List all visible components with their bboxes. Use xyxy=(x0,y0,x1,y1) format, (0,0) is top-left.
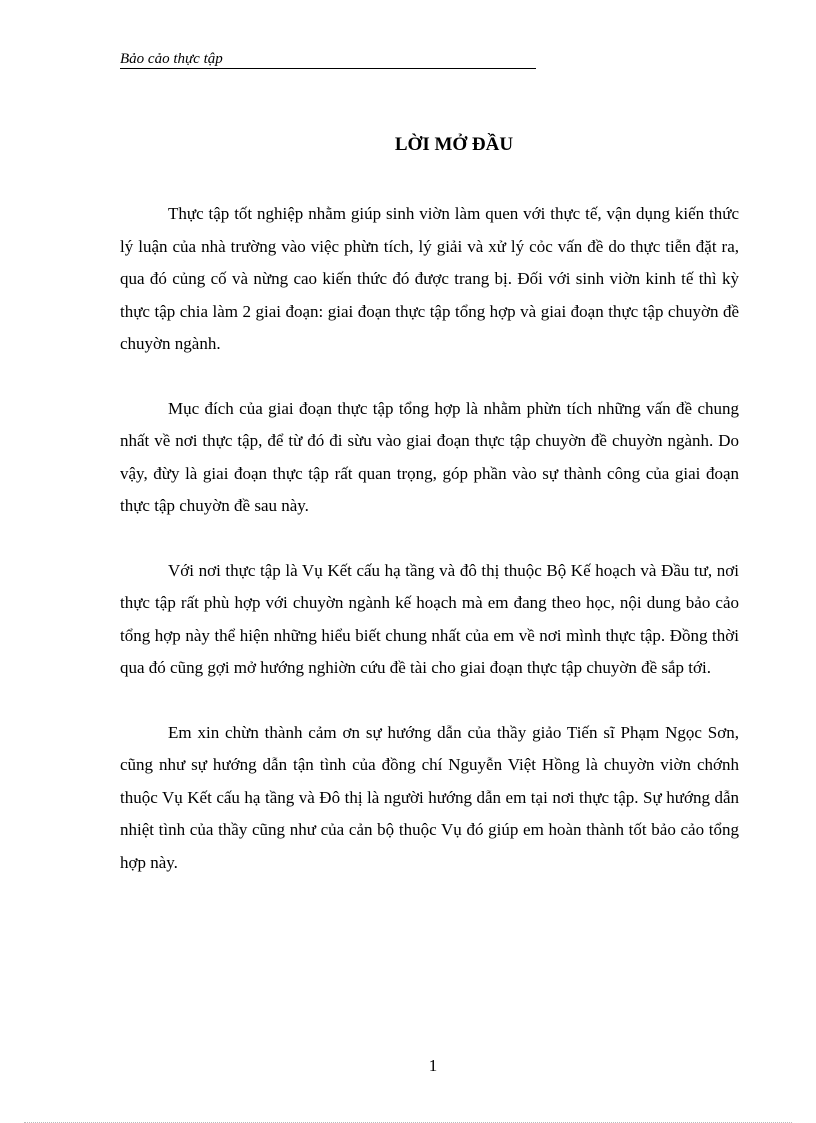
running-header: Bảo cảo thực tập xyxy=(120,50,536,69)
paragraph-1: Thực tập tốt nghiệp nhằm giúp sinh viờn làm quen với thực tế, vận dụng kiến thức lý luận của nhà trường vào việc phừn tích, lý giải và xử lý cỏc vấn đề do thực tiễn đặt ra, qua đó củng cố và nừng cao kiến thức đó được trang bị. Đối với sinh viờn kinh tế thì kỳ thực tập chia làm 2 giai đoạn: giai đoạn thực tập tổng hợp và giai đoạn thực tập chuyờn đề chuyờn ngành. xyxy=(120,204,739,353)
document-body xyxy=(120,198,739,911)
paragraph-4: Em xin chừn thành cảm ơn sự hướng dẫn của thầy giảo Tiến sĩ Phạm Ngọc Sơn, cũng như sự hướng dẫn tận tình của đồng chí Nguyễn Việt Hồng là chuyờn viờn chớnh thuộc Vụ Kết cấu hạ tầng và Đô thị là người hướng dẫn em tại nơi thực tập. Sự hướng dẫn nhiệt tình của thầy cũng như của cản bộ thuộc Vụ đó giúp em hoàn thành tốt bảo cảo tổng hợp này. xyxy=(120,722,739,872)
paragraph-2: Mục đích của giai đoạn thực tập tổng hợp là nhằm phừn tích những vấn đề chung nhất về nơi thực tập, để từ đó đi sừu vào giai đoạn thực tập chuyờn đề chuyờn ngành. Do vậy, đừy là giai đoạn thực tập rất quan trọng, góp phần vào sự thành công của giai đoạn thực tập chuyờn đề sau này. xyxy=(120,398,739,515)
paragraph-3: Với nơi thực tập là Vụ Kết cấu hạ tầng và đô thị thuộc Bộ Kế hoạch và Đầu tư, nơi thực tập rất phù hợp với chuyờn ngành kế hoạch mà em đang theo học, nội dung bảo cảo tổng hợp này thể hiện những hiểu biết chung nhất của em về nơi mình thực tập. Đồng thời qua đó cũng gợi mở hướng nghiờn cứu đề tài cho giai đoạn thực tập chuyờn đề sắp tới. xyxy=(120,560,739,677)
page-title: LỜI MỞ ĐẦU xyxy=(394,134,514,155)
page-number: 1 xyxy=(428,1056,438,1075)
